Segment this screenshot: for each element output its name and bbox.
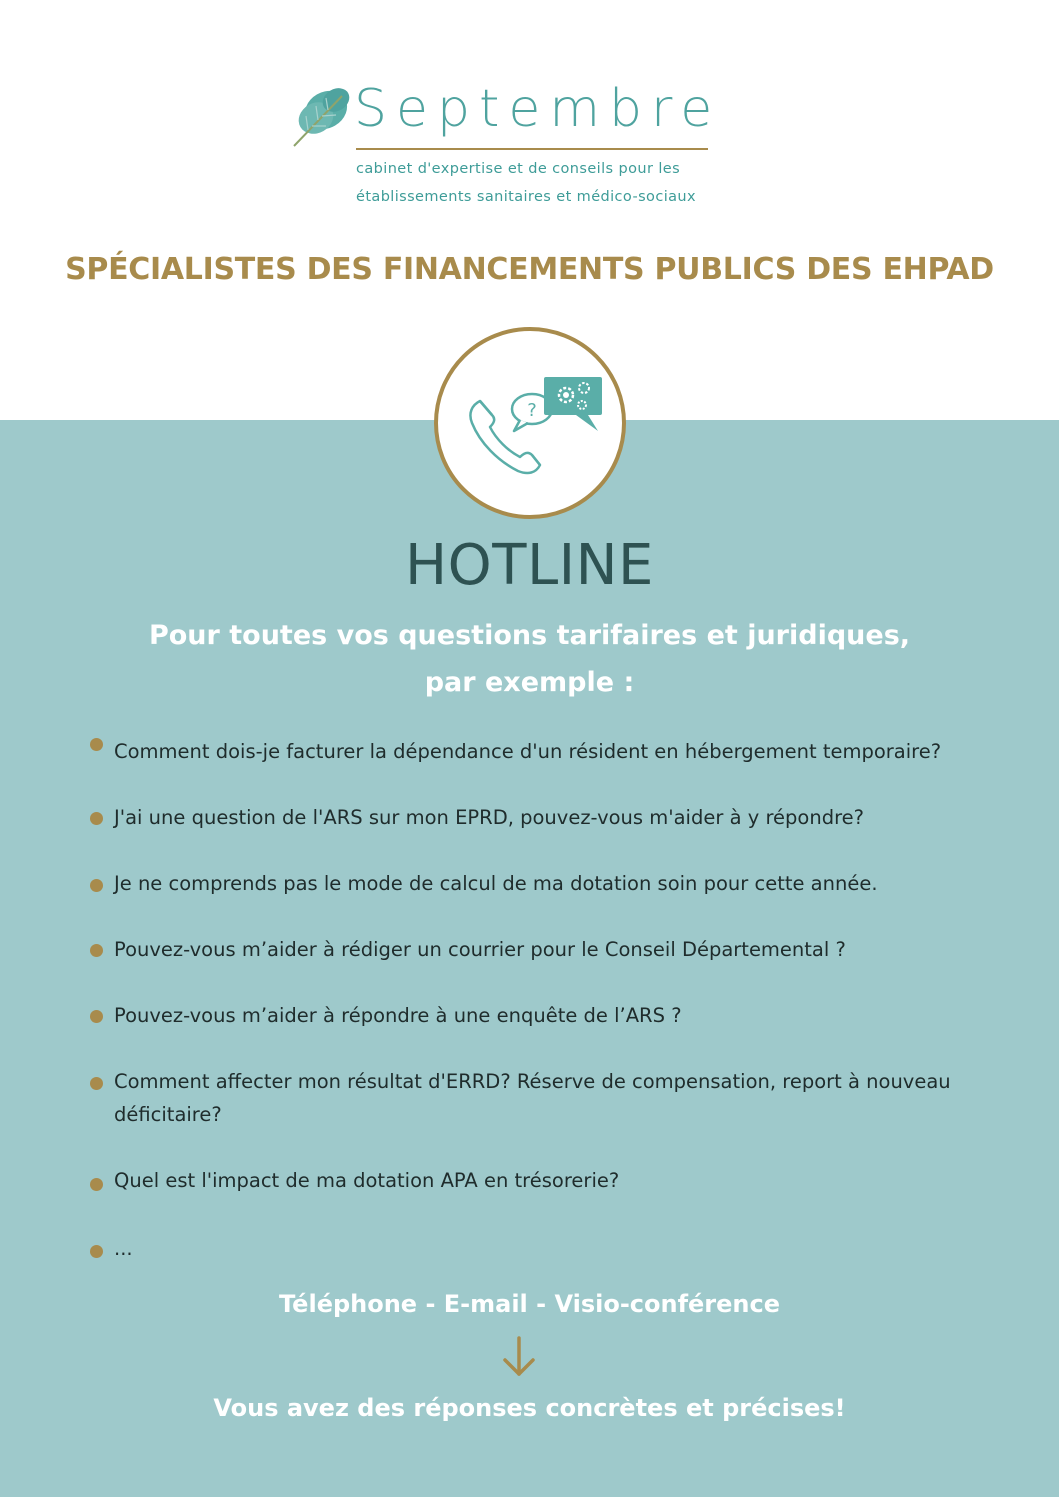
brand-tagline-line1: cabinet d'expertise et de conseils pour les	[356, 161, 681, 177]
question-text: ...	[114, 1237, 133, 1260]
hotline-title: HOTLINE	[405, 533, 654, 598]
brand-name: Septembre	[354, 79, 722, 139]
question-text: Comment dois-je facturer la dépendance d'un résident en hébergement temporaire?	[114, 740, 942, 763]
bullet-dot	[90, 738, 103, 751]
brand-tagline-line2: établissements sanitaires et médico-sociaux	[356, 189, 696, 205]
question-text: Quel est l'impact de ma dotation APA en trésorerie?	[114, 1169, 620, 1192]
question-text: Comment affecter mon résultat d'ERRD? Réserve de compensation, report à nouveau déficitaire?	[114, 1070, 951, 1126]
question-mark: ?	[527, 400, 537, 421]
closing-statement: Vous avez des réponses concrètes et précises!	[213, 1394, 846, 1422]
bullet-dot	[90, 812, 103, 825]
bullet-dot	[90, 1178, 103, 1191]
bullet-dot	[90, 1245, 103, 1258]
page-headline: SPÉCIALISTES DES FINANCEMENTS PUBLICS DES EHPAD	[65, 252, 994, 287]
bullet-dot	[90, 1077, 103, 1090]
contact-channels: Téléphone - E-mail - Visio-conférence	[279, 1290, 780, 1318]
question-text: J'ai une question de l'ARS sur mon EPRD, pouvez-vous m'aider à y répondre?	[114, 806, 865, 829]
arrow-down-icon	[500, 1336, 538, 1380]
bullet-dot	[90, 944, 103, 957]
question-text: Pouvez-vous m’aider à rédiger un courrier pour le Conseil Départemental ?	[114, 938, 846, 961]
hotline-intro-line1: Pour toutes vos questions tarifaires et juridiques,	[148, 620, 911, 651]
bullet-dot	[90, 1010, 103, 1023]
bullet-dot	[90, 879, 103, 892]
question-text: Je ne comprends pas le mode de calcul de ma dotation soin pour cette année.	[114, 872, 878, 895]
hotline-intro-line2: par exemple :	[424, 667, 635, 698]
question-text: Pouvez-vous m’aider à répondre à une enquête de l’ARS ?	[114, 1004, 682, 1027]
